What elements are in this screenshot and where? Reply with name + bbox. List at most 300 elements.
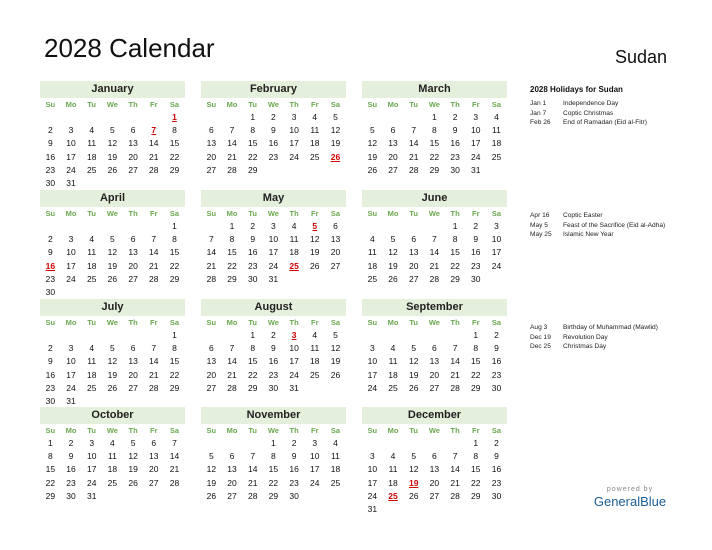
day-cell: 5 xyxy=(130,438,136,448)
weekday-label: Tu xyxy=(409,100,419,109)
day-cell: 9 xyxy=(473,234,479,245)
day-cell: 1 xyxy=(250,112,256,122)
day-cell: 19 xyxy=(128,464,138,475)
day-grid xyxy=(362,98,507,177)
empty-cell xyxy=(102,329,123,342)
weekday-label: Fr xyxy=(472,426,480,435)
month-february xyxy=(201,81,346,177)
weekday-label: Fr xyxy=(150,318,158,327)
empty-cell xyxy=(424,437,445,450)
holiday-item xyxy=(530,333,700,343)
weekday-label: Su xyxy=(206,318,217,327)
day-cell: 18 xyxy=(491,138,502,149)
holiday-name: Independence Day xyxy=(563,100,619,107)
holiday-item xyxy=(530,99,700,109)
day-cell: 25 xyxy=(310,151,320,162)
empty-cell xyxy=(383,220,404,233)
day-cell: 16 xyxy=(491,464,502,475)
day-cell: 30 xyxy=(66,490,76,501)
holiday-day-cell: 19 xyxy=(408,477,419,488)
day-cell: 7 xyxy=(229,125,235,136)
month-july xyxy=(40,299,185,408)
weekday-label: Tu xyxy=(87,426,97,435)
day-cell: 2 xyxy=(68,438,74,448)
day-cell: 7 xyxy=(172,438,177,448)
day-cell: 20 xyxy=(429,477,440,488)
day-cell: 31 xyxy=(66,395,76,406)
month-august xyxy=(201,299,346,395)
day-cell: 3 xyxy=(312,438,318,448)
day-cell: 6 xyxy=(208,343,214,354)
holiday-group xyxy=(530,211,700,240)
day-cell: 2 xyxy=(494,438,499,448)
day-cell: 24 xyxy=(66,273,76,284)
weekday-label: We xyxy=(267,209,279,218)
day-cell: 2 xyxy=(473,221,479,231)
month-header: February xyxy=(201,81,346,98)
holiday-name: Islamic New Year xyxy=(563,231,614,239)
empty-cell xyxy=(362,437,383,450)
day-cell: 15 xyxy=(471,464,481,475)
day-cell: 19 xyxy=(206,477,217,488)
day-cell: 12 xyxy=(330,125,341,136)
day-cell: 1 xyxy=(452,221,458,231)
day-cell: 16 xyxy=(247,247,258,258)
day-cell: 26 xyxy=(388,273,398,284)
day-cell: 29 xyxy=(247,382,258,393)
day-cell: 24 xyxy=(310,477,320,488)
day-cell: 21 xyxy=(169,464,180,475)
weekday-label: We xyxy=(428,100,440,109)
weekday-label: Fr xyxy=(311,318,319,327)
holiday-item xyxy=(530,342,700,352)
day-cell: 23 xyxy=(268,369,279,380)
day-cell: 4 xyxy=(312,112,318,122)
weekday-label: Sa xyxy=(330,318,341,327)
empty-cell xyxy=(362,111,383,124)
day-cell: 14 xyxy=(206,247,217,258)
day-cell: 12 xyxy=(367,138,378,149)
day-cell: 23 xyxy=(45,273,56,284)
day-cell: 10 xyxy=(289,343,299,354)
day-cell: 7 xyxy=(452,343,458,354)
day-grid xyxy=(201,98,346,177)
weekday-label: We xyxy=(106,209,118,218)
day-cell: 9 xyxy=(271,343,276,354)
weekday-label: Sa xyxy=(491,318,502,327)
weekday-label: Fr xyxy=(472,209,480,218)
holiday-day-cell: 7 xyxy=(151,125,157,136)
day-cell: 1 xyxy=(172,330,177,340)
day-cell: 30 xyxy=(491,382,502,393)
day-cell: 24 xyxy=(66,164,76,175)
day-cell: 1 xyxy=(172,221,177,231)
day-cell: 18 xyxy=(107,464,118,475)
holiday-name: Birthday of Muhammad (Mawlid) xyxy=(563,324,658,331)
weekday-label: Sa xyxy=(330,209,341,218)
day-cell: 26 xyxy=(330,369,341,380)
day-cell: 9 xyxy=(250,234,256,245)
weekday-label: Th xyxy=(450,209,460,218)
month-october xyxy=(40,407,185,503)
page-title: 2028 Calendar xyxy=(44,33,215,63)
day-cell: 4 xyxy=(110,438,115,448)
weekday-label: Su xyxy=(45,426,56,435)
day-cell: 10 xyxy=(471,125,481,136)
weekday-label: Sa xyxy=(491,209,502,218)
day-cell: 29 xyxy=(227,273,237,284)
day-cell: 14 xyxy=(429,247,440,258)
weekday-label: Su xyxy=(206,100,217,109)
day-cell: 12 xyxy=(107,356,118,367)
empty-cell xyxy=(424,220,445,233)
day-cell: 26 xyxy=(408,490,419,501)
day-grid xyxy=(40,98,185,190)
weekday-label: Mo xyxy=(65,318,77,327)
weekday-label: Su xyxy=(367,318,378,327)
day-cell: 30 xyxy=(247,273,258,284)
day-cell: 6 xyxy=(229,451,235,462)
empty-cell xyxy=(383,329,404,342)
day-cell: 5 xyxy=(369,125,375,136)
weekday-label: Mo xyxy=(65,209,77,218)
day-cell: 4 xyxy=(333,438,338,448)
month-header: June xyxy=(362,190,507,207)
weekday-label: Th xyxy=(450,426,460,435)
day-cell: 14 xyxy=(149,356,159,367)
day-cell: 21 xyxy=(227,369,237,380)
day-cell: 15 xyxy=(429,138,440,149)
day-cell: 16 xyxy=(268,138,279,149)
day-cell: 29 xyxy=(169,164,180,175)
weekday-label: Th xyxy=(128,209,138,218)
day-cell: 28 xyxy=(206,273,217,284)
day-cell: 21 xyxy=(149,369,159,380)
day-cell: 16 xyxy=(289,464,299,475)
day-cell: 17 xyxy=(289,138,299,149)
day-cell: 5 xyxy=(411,451,417,462)
day-cell: 13 xyxy=(206,356,217,367)
day-cell: 16 xyxy=(491,356,502,367)
day-cell: 28 xyxy=(227,164,237,175)
day-grid xyxy=(201,424,346,503)
month-may xyxy=(201,190,346,286)
weekday-label: Su xyxy=(367,100,378,109)
day-cell: 20 xyxy=(408,260,419,271)
holiday-date: Jan 7 xyxy=(530,109,547,117)
day-cell: 5 xyxy=(110,125,115,136)
weekday-label: We xyxy=(106,100,118,109)
weekday-label: Th xyxy=(289,426,299,435)
day-cell: 13 xyxy=(330,234,341,245)
day-cell: 8 xyxy=(47,451,53,462)
holiday-name: Revolution Day xyxy=(563,333,608,341)
day-cell: 4 xyxy=(390,343,396,354)
day-cell: 30 xyxy=(491,490,502,501)
holiday-day-cell: 25 xyxy=(289,260,299,271)
empty-cell xyxy=(123,220,144,233)
day-cell: 27 xyxy=(388,164,398,175)
day-grid xyxy=(201,207,346,286)
weekday-label: Tu xyxy=(409,209,419,218)
day-cell: 16 xyxy=(268,356,279,367)
weekday-label: Sa xyxy=(169,100,180,109)
day-cell: 25 xyxy=(491,151,502,162)
empty-cell xyxy=(40,111,61,124)
weekday-label: Sa xyxy=(169,318,180,327)
day-cell: 15 xyxy=(45,464,56,475)
empty-cell xyxy=(40,220,61,233)
day-cell: 11 xyxy=(367,247,377,258)
day-cell: 26 xyxy=(107,273,118,284)
month-april xyxy=(40,190,185,299)
day-cell: 22 xyxy=(169,369,180,380)
empty-cell xyxy=(123,329,144,342)
weekday-label: Tu xyxy=(87,318,97,327)
day-cell: 6 xyxy=(432,451,437,462)
day-cell: 14 xyxy=(169,451,180,462)
day-cell: 22 xyxy=(268,477,279,488)
weekday-label: We xyxy=(267,100,279,109)
day-cell: 18 xyxy=(310,138,320,149)
day-cell: 15 xyxy=(247,138,258,149)
day-cell: 10 xyxy=(289,125,299,136)
day-cell: 24 xyxy=(268,260,279,271)
powered-by-text: powered by xyxy=(606,486,654,493)
day-cell: 31 xyxy=(367,503,378,514)
day-cell: 5 xyxy=(208,451,214,462)
day-cell: 1 xyxy=(473,330,479,340)
day-cell: 21 xyxy=(247,477,258,488)
day-cell: 8 xyxy=(452,234,458,245)
day-cell: 27 xyxy=(128,164,138,175)
day-cell: 27 xyxy=(408,273,419,284)
day-cell: 18 xyxy=(86,369,97,380)
day-cell: 18 xyxy=(388,477,398,488)
day-cell: 2 xyxy=(47,234,53,245)
day-cell: 3 xyxy=(369,451,375,462)
holiday-item xyxy=(530,109,700,119)
day-cell: 13 xyxy=(128,356,138,367)
empty-cell xyxy=(61,220,82,233)
empty-cell xyxy=(403,220,424,233)
day-cell: 11 xyxy=(310,125,320,136)
day-cell: 3 xyxy=(89,438,95,448)
day-cell: 17 xyxy=(471,138,481,149)
day-cell: 31 xyxy=(471,164,481,175)
day-cell: 23 xyxy=(247,260,258,271)
day-cell: 7 xyxy=(432,234,437,245)
empty-cell xyxy=(102,220,123,233)
weekday-label: Tu xyxy=(248,100,258,109)
day-cell: 8 xyxy=(250,125,256,136)
day-cell: 19 xyxy=(107,151,118,162)
day-cell: 11 xyxy=(388,356,398,367)
weekday-label: Sa xyxy=(330,426,341,435)
holiday-group xyxy=(530,323,700,352)
day-cell: 12 xyxy=(107,138,118,149)
holiday-name: Christmas Day xyxy=(563,343,607,351)
day-cell: 26 xyxy=(367,164,378,175)
day-cell: 19 xyxy=(367,151,378,162)
day-cell: 13 xyxy=(149,451,159,462)
day-cell: 21 xyxy=(450,477,460,488)
holiday-day-cell: 1 xyxy=(172,112,177,122)
month-header: October xyxy=(40,407,185,424)
day-cell: 12 xyxy=(310,234,320,245)
month-header: September xyxy=(362,299,507,316)
day-cell: 28 xyxy=(429,273,440,284)
empty-cell xyxy=(143,220,164,233)
day-cell: 23 xyxy=(491,477,502,488)
day-cell: 6 xyxy=(390,125,396,136)
day-cell: 11 xyxy=(107,451,117,462)
day-cell: 15 xyxy=(169,247,180,258)
day-cell: 18 xyxy=(310,356,320,367)
month-january xyxy=(40,81,185,190)
weekday-label: We xyxy=(267,426,279,435)
day-grid xyxy=(362,316,507,395)
day-cell: 14 xyxy=(247,464,258,475)
day-cell: 30 xyxy=(45,286,56,297)
day-cell: 13 xyxy=(388,138,398,149)
day-cell: 31 xyxy=(289,382,299,393)
month-march xyxy=(362,81,507,177)
empty-cell xyxy=(362,329,383,342)
day-cell: 15 xyxy=(227,247,237,258)
day-cell: 21 xyxy=(227,151,237,162)
day-cell: 24 xyxy=(289,369,299,380)
day-cell: 4 xyxy=(89,125,95,136)
day-cell: 7 xyxy=(208,234,214,245)
day-cell: 8 xyxy=(229,234,235,245)
weekday-label: Mo xyxy=(226,100,238,109)
day-cell: 10 xyxy=(367,356,378,367)
day-cell: 23 xyxy=(66,477,76,488)
weekday-label: Th xyxy=(128,100,138,109)
empty-cell xyxy=(81,111,102,124)
day-cell: 23 xyxy=(268,151,279,162)
day-cell: 17 xyxy=(86,464,97,475)
day-cell: 12 xyxy=(330,343,341,354)
day-cell: 26 xyxy=(107,164,118,175)
day-cell: 29 xyxy=(268,490,279,501)
day-cell: 15 xyxy=(450,247,460,258)
day-cell: 20 xyxy=(330,247,341,258)
day-cell: 10 xyxy=(66,356,76,367)
day-grid xyxy=(362,424,507,516)
day-grid xyxy=(40,207,185,299)
empty-cell xyxy=(222,329,243,342)
day-cell: 22 xyxy=(169,260,180,271)
brand-logo xyxy=(588,486,672,509)
weekday-label: Mo xyxy=(387,209,399,218)
day-cell: 10 xyxy=(310,451,320,462)
holiday-date: May 5 xyxy=(530,221,548,229)
day-cell: 14 xyxy=(227,138,237,149)
day-cell: 30 xyxy=(450,164,460,175)
day-cell: 5 xyxy=(390,234,396,245)
day-cell: 6 xyxy=(130,125,136,136)
day-cell: 31 xyxy=(66,177,76,188)
day-cell: 8 xyxy=(432,125,437,136)
holiday-item xyxy=(530,118,700,128)
weekday-label: Mo xyxy=(65,100,77,109)
holiday-name: Coptic Christmas xyxy=(563,109,614,117)
day-cell: 27 xyxy=(128,382,138,393)
day-cell: 15 xyxy=(169,356,180,367)
day-cell: 16 xyxy=(471,247,481,258)
day-cell: 29 xyxy=(471,382,481,393)
weekday-label: Sa xyxy=(491,426,502,435)
day-cell: 18 xyxy=(86,151,97,162)
day-cell: 3 xyxy=(291,112,297,122)
day-cell: 9 xyxy=(494,343,499,354)
day-cell: 13 xyxy=(128,138,138,149)
day-cell: 19 xyxy=(107,369,118,380)
day-cell: 22 xyxy=(471,369,481,380)
holiday-day-cell: 16 xyxy=(45,260,56,271)
day-cell: 6 xyxy=(130,343,136,354)
day-cell: 28 xyxy=(247,490,258,501)
day-cell: 1 xyxy=(432,112,437,122)
empty-cell xyxy=(201,220,222,233)
day-cell: 26 xyxy=(107,382,118,393)
holidays-title: 2028 Holidays for Sudan xyxy=(530,85,623,94)
holiday-name: Feast of the Sacrifice (Eid al-Adha) xyxy=(563,221,666,229)
weekday-label: Mo xyxy=(387,100,399,109)
empty-cell xyxy=(201,329,222,342)
day-cell: 2 xyxy=(271,112,276,122)
day-cell: 22 xyxy=(450,260,460,271)
day-cell: 15 xyxy=(268,464,279,475)
empty-cell xyxy=(61,329,82,342)
day-cell: 7 xyxy=(452,451,458,462)
day-cell: 4 xyxy=(291,221,297,231)
day-cell: 20 xyxy=(206,369,217,380)
day-cell: 29 xyxy=(45,490,56,501)
day-cell: 30 xyxy=(268,382,279,393)
day-grid xyxy=(40,424,185,503)
day-cell: 13 xyxy=(128,247,138,258)
month-header: November xyxy=(201,407,346,424)
day-cell: 16 xyxy=(45,151,56,162)
day-cell: 21 xyxy=(206,260,217,271)
weekday-label: Su xyxy=(206,426,217,435)
day-cell: 24 xyxy=(491,260,502,271)
holiday-day-cell: 25 xyxy=(388,490,398,501)
day-cell: 30 xyxy=(45,177,56,188)
empty-cell xyxy=(403,329,424,342)
weekday-label: Fr xyxy=(150,426,158,435)
month-header: January xyxy=(40,81,185,98)
day-cell: 8 xyxy=(473,451,479,462)
holiday-item xyxy=(530,221,700,231)
weekday-label: Su xyxy=(45,318,56,327)
day-cell: 19 xyxy=(330,356,341,367)
day-cell: 28 xyxy=(450,490,460,501)
day-cell: 21 xyxy=(149,260,159,271)
holiday-day-cell: 5 xyxy=(312,221,318,231)
empty-cell xyxy=(102,111,123,124)
day-cell: 27 xyxy=(429,382,440,393)
day-cell: 23 xyxy=(45,164,56,175)
empty-cell xyxy=(61,111,82,124)
day-cell: 21 xyxy=(408,151,419,162)
weekday-label: Tu xyxy=(248,426,258,435)
day-cell: 11 xyxy=(87,138,97,149)
month-header: December xyxy=(362,407,507,424)
